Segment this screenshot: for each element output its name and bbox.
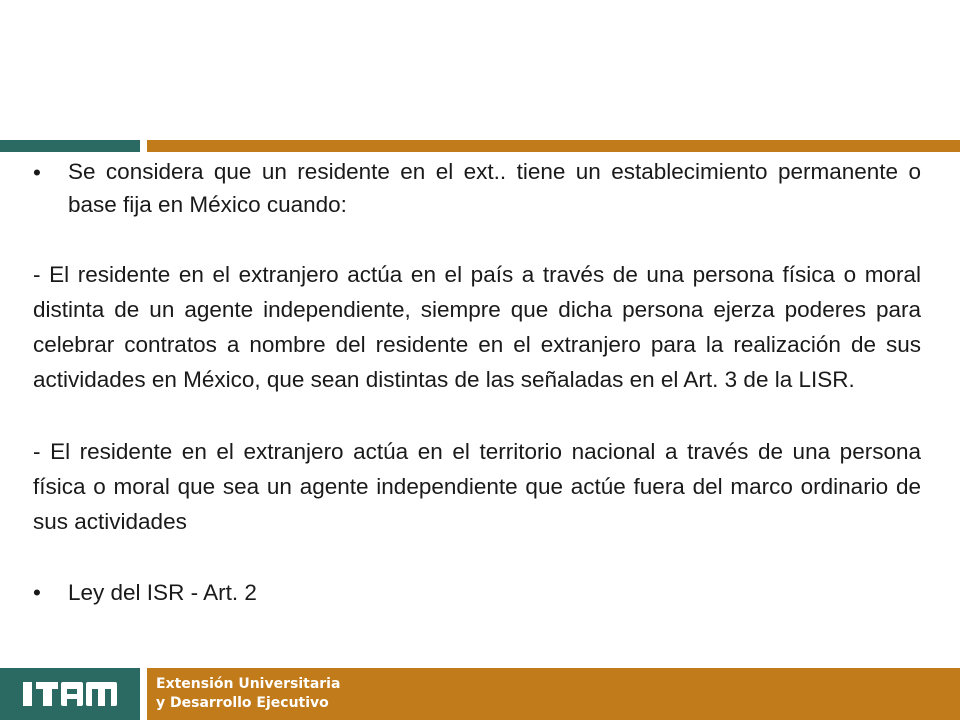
footer-bar — [0, 668, 960, 720]
footer-divider — [140, 668, 147, 720]
footer-line-2: y Desarrollo Ejecutivo — [156, 695, 329, 711]
header-accent-bar-orange — [147, 140, 960, 152]
slide-content — [33, 156, 921, 611]
header-accent-bar-teal — [0, 140, 140, 152]
bullet-marker: • — [33, 160, 41, 185]
bullet-text: Se considera que un residente en el ext.. tiene un establecimiento permanente o base fija en México cuando: — [68, 159, 921, 217]
bullet-item — [33, 576, 921, 611]
itam-logo — [0, 668, 140, 720]
bullet-text: Ley del ISR - Art. 2 — [68, 580, 257, 606]
bullet-item — [33, 156, 921, 221]
bullet-marker: • — [33, 580, 41, 606]
footer-line-1: Extensión Universitaria — [156, 676, 341, 693]
paragraph: - El residente en el extranjero actúa en el territorio nacional a través de una persona física o moral que sea un agente independiente que actúe fuera del marco ordinario de sus actividades — [33, 438, 921, 534]
paragraph: - El residente en el extranjero actúa en el país a través de una persona física o moral distinta de un agente independiente, siempre que dicha persona ejerza poderes para celebrar contratos a nombre del residente en el extranjero para la realización de sus actividades en México, que sean distintas de las señaladas en el Art. 3 de la LISR. — [33, 262, 921, 392]
footer-title-band — [147, 668, 960, 720]
itam-logotype — [20, 678, 120, 710]
